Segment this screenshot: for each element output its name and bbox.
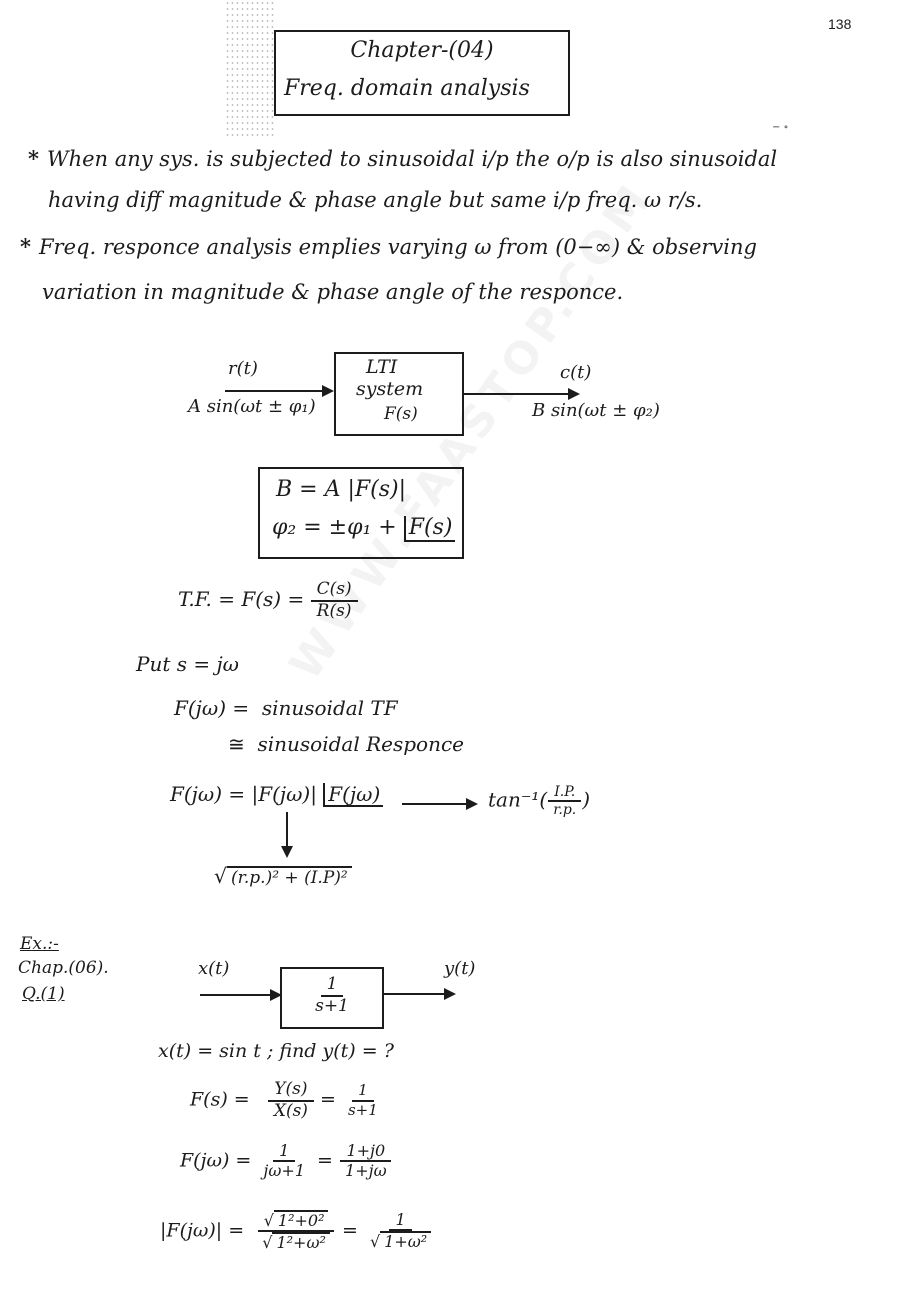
- magnitude-formula: [214, 864, 352, 888]
- approx-symbol: ≅: [228, 732, 245, 756]
- fjw-denominator-2: 1+jω: [345, 1161, 387, 1181]
- tan-inverse: tan⁻¹: [488, 787, 540, 812]
- example-question: Q.(1): [22, 984, 65, 1004]
- block-label-system: system: [356, 378, 424, 400]
- angle-symbol: F(s): [404, 516, 456, 542]
- sinusoidal-tf: [174, 696, 398, 720]
- bullet-2-line-2: variation in magnitude & phase angle of the responce.: [42, 280, 624, 304]
- arrow-down-icon: [281, 846, 293, 858]
- arrow-right-icon: [568, 388, 580, 400]
- output-signal-expr: B sin(ωt ± φ₂): [532, 400, 660, 421]
- fs-left: F(s) =: [190, 1088, 250, 1111]
- result-box: [258, 467, 464, 559]
- scan-artifact: [225, 0, 275, 140]
- example-fs: [190, 1080, 384, 1121]
- sqrt-icon: √: [262, 1233, 273, 1253]
- fjw-numerator: 1: [273, 1142, 295, 1162]
- magnitude-expr: (r.p.)² + (I.P)²: [227, 866, 352, 888]
- phase-relation: [272, 515, 455, 542]
- fjw-left: F(jω) =: [180, 1149, 252, 1172]
- magnitude-relation: B = A |F(s)|: [276, 477, 407, 502]
- output-arrow-line: [462, 393, 570, 395]
- fjw-numerator-2: 1+j0: [340, 1142, 391, 1162]
- sqrt-icon: √: [369, 1232, 381, 1252]
- equals: =: [317, 1149, 333, 1172]
- fjw-desc: sinusoidal TF: [261, 696, 398, 720]
- block-numerator: 1: [321, 975, 344, 997]
- substitution: Put s = jω: [136, 652, 239, 676]
- tf-numerator: C(s): [311, 580, 358, 602]
- polar-angle: F(jω): [323, 783, 383, 807]
- example-label: Ex.:-: [20, 934, 59, 954]
- mag-denominator-2: 1+ω²: [380, 1231, 431, 1251]
- block-label-fs: F(s): [384, 404, 418, 424]
- phase-formula: tan⁻¹( $\frac{I.P.}{r.p.}$ ): [488, 784, 591, 819]
- sqrt-icon: √: [263, 1211, 274, 1230]
- bullet-marker: *: [28, 146, 39, 171]
- sinusoidal-response: [228, 732, 464, 756]
- fjw-denominator: jω+1: [263, 1161, 305, 1181]
- tf-denominator: R(s): [316, 600, 352, 621]
- fs-denominator-2: s+1: [347, 1100, 378, 1119]
- polar-form: [170, 782, 383, 807]
- arrow-right-icon: [322, 385, 334, 397]
- chapter-header-box: [274, 30, 570, 116]
- page-number: 138: [828, 16, 852, 32]
- example-chapter: Chap.(06).: [18, 958, 109, 978]
- tan-numerator: I.P.: [548, 784, 581, 802]
- angle-arrow-line: [402, 803, 468, 805]
- example-system-block: [280, 967, 384, 1029]
- example-input-label: x(t): [198, 958, 230, 979]
- example-given: x(t) = sin t ; find y(t) = ?: [158, 1040, 394, 1062]
- margin-mark: − ∘: [772, 122, 789, 133]
- example-output-label: y(t): [444, 958, 476, 979]
- example-input-arrow: [200, 994, 272, 996]
- tf-left: T.F. = F(s) =: [178, 587, 305, 612]
- mag-left: |F(jω)| =: [160, 1219, 245, 1242]
- block-label-lti: LTI: [366, 356, 398, 378]
- response-desc: sinusoidal Responce: [257, 732, 465, 756]
- fs-denominator: X(s): [273, 1100, 308, 1121]
- example-magnitude: [160, 1210, 437, 1253]
- polar-left: F(jω) =: [170, 782, 246, 806]
- phase-relation-left: φ₂ = ±φ₁ +: [272, 515, 404, 540]
- arrow-right-icon: [466, 798, 478, 810]
- sqrt-icon: √: [214, 864, 227, 888]
- fs-numerator-2: 1: [352, 1082, 374, 1101]
- fjw-left: F(jω) =: [174, 696, 250, 720]
- polar-magnitude: |F(jω)|: [251, 782, 317, 806]
- chapter-number: Chapter-(04): [350, 38, 494, 63]
- equals: =: [319, 1088, 336, 1111]
- equals: =: [341, 1219, 358, 1242]
- output-signal-label: c(t): [560, 362, 592, 383]
- fs-numerator: Y(s): [268, 1080, 313, 1102]
- tan-denominator: r.p.: [553, 802, 577, 819]
- mag-numerator: 1²+0²: [274, 1210, 329, 1230]
- bullet-1-line-2: having diff magnitude & phase angle but same i/p freq. ω r/s.: [48, 188, 703, 212]
- block-denominator: s+1: [315, 995, 349, 1016]
- tf-definition: [178, 580, 358, 621]
- input-signal-label: r(t): [228, 358, 258, 379]
- example-output-arrow: [384, 993, 446, 995]
- bullet-1: [28, 146, 777, 171]
- example-fjw: [180, 1142, 393, 1181]
- mag-numerator-2: 1: [389, 1211, 411, 1231]
- chapter-title: Freq. domain analysis: [284, 76, 530, 101]
- input-arrow-line: [225, 390, 325, 392]
- mag-denominator: 1²+ω²: [272, 1232, 329, 1252]
- lti-system-block: [334, 352, 464, 436]
- arrow-right-icon: [444, 988, 456, 1000]
- input-signal-expr: A sin(ωt ± φ₁): [188, 396, 316, 417]
- bullet-marker: *: [20, 234, 31, 259]
- bullet-2: [20, 234, 757, 259]
- bullet-1-line-1: When any sys. is subjected to sinusoidal i/p the o/p is also sinusoidal: [46, 147, 778, 171]
- magnitude-arrow-line: [286, 812, 288, 848]
- bullet-2-line-1: Freq. responce analysis emplies varying ω from (0−∞) & observing: [38, 235, 757, 259]
